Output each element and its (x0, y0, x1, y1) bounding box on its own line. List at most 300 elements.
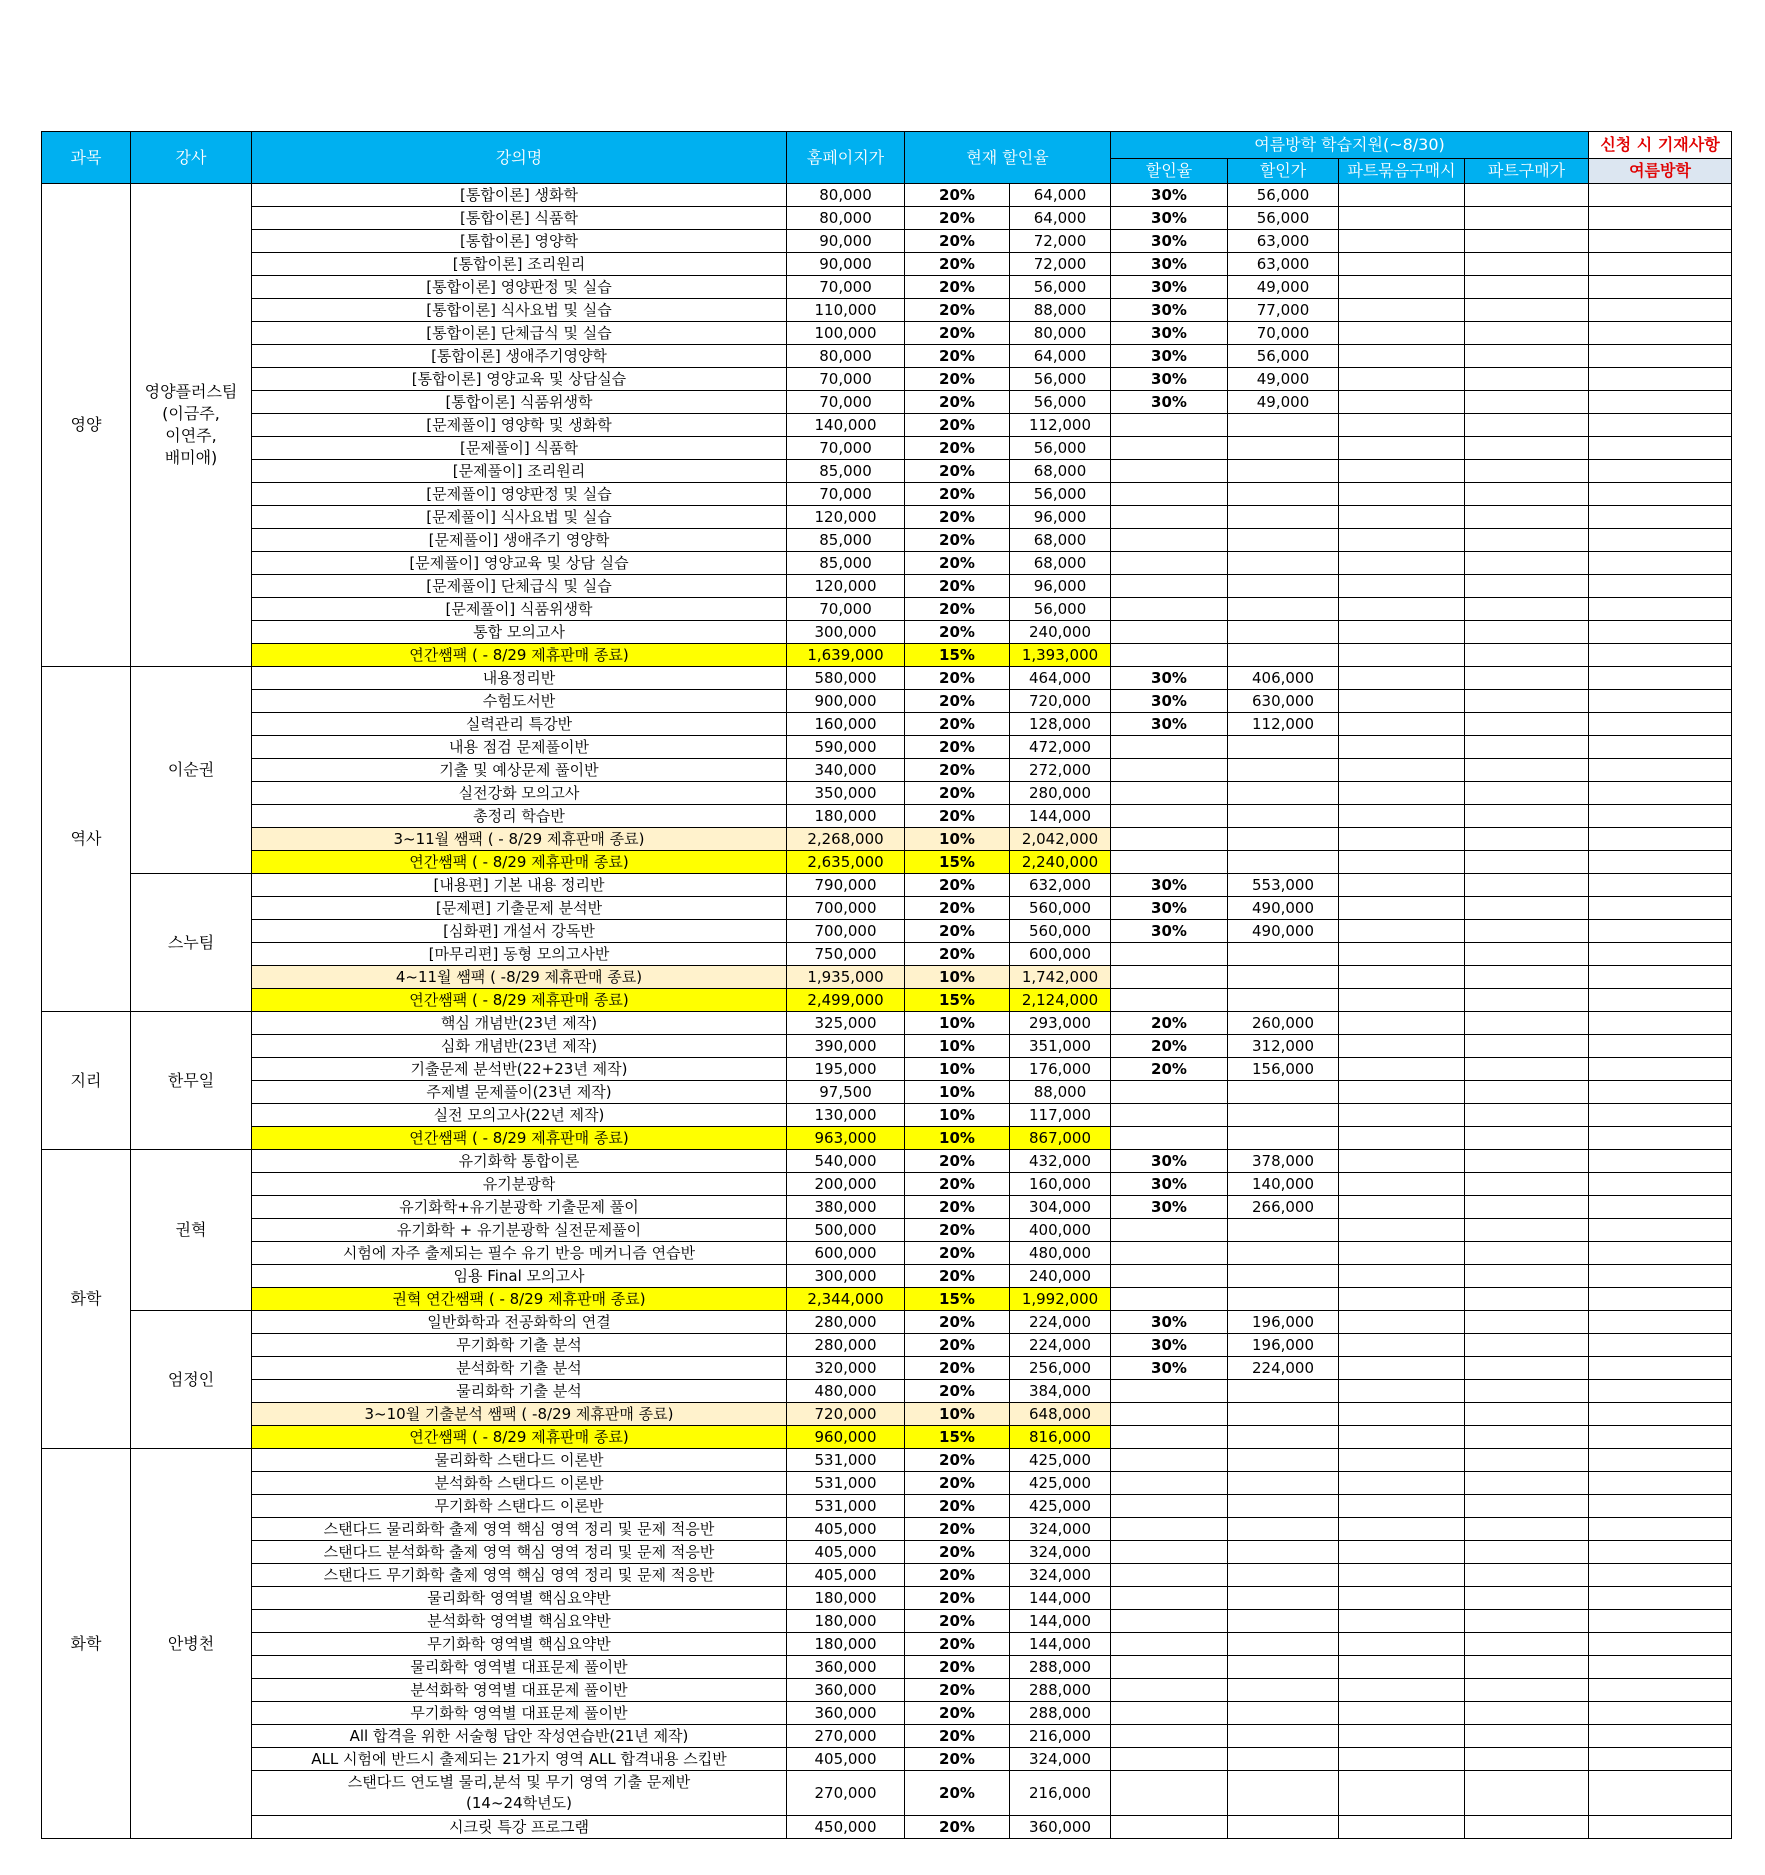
instructor-cell: 영양플러스팀 (이금주, 이연주, 배미애) (131, 184, 252, 667)
part-bundle-cell (1339, 1265, 1465, 1288)
part-bundle-cell (1339, 1633, 1465, 1656)
part-price-cell (1465, 529, 1589, 552)
part-price-cell (1465, 460, 1589, 483)
part-price-cell (1465, 920, 1589, 943)
summer-rate (1111, 552, 1228, 575)
current-rate: 20% (905, 552, 1010, 575)
summer-rate (1111, 1656, 1228, 1679)
request-note-cell (1589, 1541, 1732, 1564)
current-price: 324,000 (1010, 1541, 1111, 1564)
lecture-name: [문제풀이] 식품위생학 (252, 598, 787, 621)
current-price: 1,992,000 (1010, 1288, 1111, 1311)
homepage-price: 531,000 (787, 1449, 905, 1472)
summer-price: 49,000 (1228, 276, 1339, 299)
current-rate: 20% (905, 437, 1010, 460)
lecture-name: [통합이론] 조리원리 (252, 253, 787, 276)
summer-price (1228, 1242, 1339, 1265)
summer-rate: 30% (1111, 184, 1228, 207)
current-price: 56,000 (1010, 437, 1111, 460)
homepage-price: 97,500 (787, 1081, 905, 1104)
homepage-price: 70,000 (787, 391, 905, 414)
homepage-price: 180,000 (787, 1610, 905, 1633)
current-rate: 15% (905, 1426, 1010, 1449)
request-note-cell (1589, 1748, 1732, 1771)
summer-price: 49,000 (1228, 391, 1339, 414)
current-price: 144,000 (1010, 1633, 1111, 1656)
summer-rate (1111, 529, 1228, 552)
current-price: 56,000 (1010, 483, 1111, 506)
lecture-name: 총정리 학습반 (252, 805, 787, 828)
summer-price (1228, 1495, 1339, 1518)
current-price: 293,000 (1010, 1012, 1111, 1035)
summer-price (1228, 805, 1339, 828)
part-bundle-cell (1339, 1081, 1465, 1104)
part-price-cell (1465, 299, 1589, 322)
homepage-price: 960,000 (787, 1426, 905, 1449)
table-row (42, 1380, 1732, 1403)
summer-price: 490,000 (1228, 920, 1339, 943)
summer-rate: 30% (1111, 713, 1228, 736)
part-bundle-cell (1339, 1771, 1465, 1816)
summer-price (1228, 1426, 1339, 1449)
request-note-cell (1589, 1242, 1732, 1265)
table-row (42, 437, 1732, 460)
lecture-name: 연간쌤팩 ( - 8/29 제휴판매 종료) (252, 1426, 787, 1449)
summer-price: 49,000 (1228, 368, 1339, 391)
summer-price (1228, 1265, 1339, 1288)
current-rate: 20% (905, 1816, 1010, 1839)
lecture-name: [심화편] 개설서 강독반 (252, 920, 787, 943)
part-bundle-cell (1339, 621, 1465, 644)
current-rate: 20% (905, 1334, 1010, 1357)
part-price-cell (1465, 1380, 1589, 1403)
homepage-price: 280,000 (787, 1311, 905, 1334)
homepage-price: 380,000 (787, 1196, 905, 1219)
part-bundle-cell (1339, 1748, 1465, 1771)
summer-rate: 20% (1111, 1035, 1228, 1058)
summer-rate (1111, 1564, 1228, 1587)
homepage-price: 120,000 (787, 506, 905, 529)
part-bundle-cell (1339, 805, 1465, 828)
current-price: 632,000 (1010, 874, 1111, 897)
part-price-cell (1465, 598, 1589, 621)
part-bundle-cell (1339, 1472, 1465, 1495)
summer-rate (1111, 1518, 1228, 1541)
current-rate: 20% (905, 920, 1010, 943)
part-price-cell (1465, 667, 1589, 690)
summer-rate: 30% (1111, 276, 1228, 299)
header-current-discount: 현재 할인율 (905, 132, 1111, 184)
part-bundle-cell (1339, 667, 1465, 690)
homepage-price: 200,000 (787, 1173, 905, 1196)
homepage-price: 270,000 (787, 1725, 905, 1748)
lecture-name: 유기화학 + 유기분광학 실전문제풀이 (252, 1219, 787, 1242)
part-bundle-cell (1339, 552, 1465, 575)
request-note-cell (1589, 322, 1732, 345)
homepage-price: 70,000 (787, 483, 905, 506)
current-rate: 20% (905, 1196, 1010, 1219)
homepage-price: 531,000 (787, 1495, 905, 1518)
summer-price (1228, 506, 1339, 529)
homepage-price: 80,000 (787, 345, 905, 368)
part-price-cell (1465, 989, 1589, 1012)
current-rate: 20% (905, 506, 1010, 529)
request-note-cell (1589, 1012, 1732, 1035)
table-row (42, 1656, 1732, 1679)
part-bundle-cell (1339, 1058, 1465, 1081)
part-price-cell (1465, 1081, 1589, 1104)
summer-rate (1111, 1816, 1228, 1839)
summer-rate (1111, 1265, 1228, 1288)
table-row (42, 782, 1732, 805)
current-rate: 20% (905, 1472, 1010, 1495)
table-row (42, 1771, 1732, 1816)
header-discount-rate: 할인율 (1111, 159, 1228, 184)
request-note-cell (1589, 943, 1732, 966)
current-rate: 20% (905, 230, 1010, 253)
header-part-price: 파트구매가 (1465, 159, 1589, 184)
homepage-price: 180,000 (787, 1633, 905, 1656)
homepage-price: 700,000 (787, 897, 905, 920)
current-price: 1,742,000 (1010, 966, 1111, 989)
summer-rate: 30% (1111, 368, 1228, 391)
part-price-cell (1465, 1679, 1589, 1702)
part-bundle-cell (1339, 1196, 1465, 1219)
table-row (42, 1816, 1732, 1839)
table-row (42, 897, 1732, 920)
table-row (42, 736, 1732, 759)
homepage-price: 280,000 (787, 1334, 905, 1357)
summer-rate (1111, 1104, 1228, 1127)
summer-price: 156,000 (1228, 1058, 1339, 1081)
part-bundle-cell (1339, 1104, 1465, 1127)
summer-rate: 30% (1111, 667, 1228, 690)
part-price-cell (1465, 552, 1589, 575)
header-row-1 (42, 132, 1732, 159)
part-bundle-cell (1339, 644, 1465, 667)
current-rate: 20% (905, 1541, 1010, 1564)
table-row (42, 874, 1732, 897)
current-price: 216,000 (1010, 1771, 1111, 1816)
homepage-price: 80,000 (787, 207, 905, 230)
summer-price (1228, 1725, 1339, 1748)
header-summer-vacation: 여름방학 (1589, 159, 1732, 184)
table-row (42, 1058, 1732, 1081)
summer-price (1228, 529, 1339, 552)
table-row (42, 644, 1732, 667)
request-note-cell (1589, 736, 1732, 759)
current-rate: 20% (905, 1311, 1010, 1334)
request-note-cell (1589, 782, 1732, 805)
table-row (42, 368, 1732, 391)
part-bundle-cell (1339, 1426, 1465, 1449)
homepage-price: 320,000 (787, 1357, 905, 1380)
homepage-price: 531,000 (787, 1472, 905, 1495)
part-bundle-cell (1339, 736, 1465, 759)
part-price-cell (1465, 644, 1589, 667)
table-row (42, 1748, 1732, 1771)
part-price-cell (1465, 1564, 1589, 1587)
part-bundle-cell (1339, 1288, 1465, 1311)
instructor-cell: 한무일 (131, 1012, 252, 1150)
current-rate: 20% (905, 1357, 1010, 1380)
request-note-cell (1589, 1334, 1732, 1357)
part-price-cell (1465, 828, 1589, 851)
part-bundle-cell (1339, 1702, 1465, 1725)
current-price: 560,000 (1010, 920, 1111, 943)
subject-cell: 영양 (42, 184, 131, 667)
homepage-price: 360,000 (787, 1656, 905, 1679)
current-price: 464,000 (1010, 667, 1111, 690)
summer-price (1228, 966, 1339, 989)
summer-rate (1111, 1679, 1228, 1702)
lecture-name: 시험에 자주 출제되는 필수 유기 반응 메커니즘 연습반 (252, 1242, 787, 1265)
homepage-price: 790,000 (787, 874, 905, 897)
current-rate: 10% (905, 1012, 1010, 1035)
summer-rate (1111, 598, 1228, 621)
summer-price (1228, 943, 1339, 966)
summer-rate (1111, 1403, 1228, 1426)
homepage-price: 85,000 (787, 460, 905, 483)
homepage-price: 85,000 (787, 552, 905, 575)
instructor-cell: 스누팀 (131, 874, 252, 1012)
part-price-cell (1465, 943, 1589, 966)
summer-rate (1111, 1748, 1228, 1771)
current-rate: 20% (905, 874, 1010, 897)
homepage-price: 720,000 (787, 1403, 905, 1426)
summer-rate (1111, 483, 1228, 506)
table-row (42, 529, 1732, 552)
request-note-cell (1589, 414, 1732, 437)
lecture-name: 분석화학 영역별 핵심요약반 (252, 1610, 787, 1633)
table-row (42, 1081, 1732, 1104)
part-price-cell (1465, 414, 1589, 437)
summer-price (1228, 1702, 1339, 1725)
request-note-cell (1589, 253, 1732, 276)
homepage-price: 80,000 (787, 184, 905, 207)
table-row (42, 391, 1732, 414)
request-note-cell (1589, 1288, 1732, 1311)
current-price: 88,000 (1010, 1081, 1111, 1104)
request-note-cell (1589, 1771, 1732, 1816)
homepage-price: 100,000 (787, 322, 905, 345)
summer-rate: 30% (1111, 1150, 1228, 1173)
table-row (42, 1265, 1732, 1288)
summer-rate: 30% (1111, 1357, 1228, 1380)
lecture-name: 연간쌤팩 ( - 8/29 제휴판매 종료) (252, 644, 787, 667)
summer-price (1228, 621, 1339, 644)
subject-cell: 화학 (42, 1150, 131, 1449)
lecture-name: 실전 모의고사(22년 제작) (252, 1104, 787, 1127)
request-note-cell (1589, 989, 1732, 1012)
part-price-cell (1465, 345, 1589, 368)
lecture-name: 연간쌤팩 ( - 8/29 제휴판매 종료) (252, 851, 787, 874)
summer-rate (1111, 1725, 1228, 1748)
request-note-cell (1589, 299, 1732, 322)
part-price-cell (1465, 690, 1589, 713)
part-price-cell (1465, 575, 1589, 598)
part-bundle-cell (1339, 1035, 1465, 1058)
current-rate: 15% (905, 1288, 1010, 1311)
part-price-cell (1465, 1748, 1589, 1771)
lecture-name: [문제풀이] 영양학 및 생화학 (252, 414, 787, 437)
homepage-price: 1,639,000 (787, 644, 905, 667)
request-note-cell (1589, 1816, 1732, 1839)
summer-price: 553,000 (1228, 874, 1339, 897)
lecture-name: [통합이론] 영양학 (252, 230, 787, 253)
summer-price: 56,000 (1228, 345, 1339, 368)
part-price-cell (1465, 874, 1589, 897)
request-note-cell (1589, 1311, 1732, 1334)
homepage-price: 110,000 (787, 299, 905, 322)
current-rate: 20% (905, 253, 1010, 276)
header-request-note: 신청 시 기재사항 (1589, 132, 1732, 159)
current-rate: 10% (905, 966, 1010, 989)
table-row (42, 345, 1732, 368)
summer-rate: 30% (1111, 230, 1228, 253)
current-price: 144,000 (1010, 1610, 1111, 1633)
header-summer-support: 여름방학 학습지원(~8/30) (1111, 132, 1589, 159)
part-price-cell (1465, 1334, 1589, 1357)
current-rate: 20% (905, 805, 1010, 828)
summer-rate (1111, 1288, 1228, 1311)
lecture-name: [문제풀이] 단체급식 및 실습 (252, 575, 787, 598)
table-row (42, 598, 1732, 621)
part-price-cell (1465, 1173, 1589, 1196)
lecture-name: 내용 점검 문제풀이반 (252, 736, 787, 759)
part-price-cell (1465, 1816, 1589, 1839)
part-price-cell (1465, 1196, 1589, 1219)
request-note-cell (1589, 276, 1732, 299)
homepage-price: 600,000 (787, 1242, 905, 1265)
table-row (42, 1242, 1732, 1265)
current-rate: 15% (905, 851, 1010, 874)
part-bundle-cell (1339, 276, 1465, 299)
part-price-cell (1465, 1265, 1589, 1288)
current-rate: 10% (905, 1104, 1010, 1127)
current-rate: 20% (905, 1265, 1010, 1288)
part-price-cell (1465, 1587, 1589, 1610)
part-price-cell (1465, 230, 1589, 253)
current-rate: 10% (905, 828, 1010, 851)
table-row (42, 851, 1732, 874)
request-note-cell (1589, 506, 1732, 529)
homepage-price: 270,000 (787, 1771, 905, 1816)
summer-price (1228, 782, 1339, 805)
part-price-cell (1465, 1311, 1589, 1334)
current-rate: 10% (905, 1081, 1010, 1104)
summer-price: 260,000 (1228, 1012, 1339, 1035)
lecture-name: 분석화학 기출 분석 (252, 1357, 787, 1380)
lecture-name: ALL 시험에 반드시 출제되는 21가지 영역 ALL 합격내용 스킵반 (252, 1748, 787, 1771)
part-price-cell (1465, 322, 1589, 345)
lecture-name: 무기화학 영역별 핵심요약반 (252, 1633, 787, 1656)
part-bundle-cell (1339, 391, 1465, 414)
lecture-name: [통합이론] 생화학 (252, 184, 787, 207)
current-rate: 20% (905, 1518, 1010, 1541)
request-note-cell (1589, 920, 1732, 943)
summer-price (1228, 828, 1339, 851)
current-price: 240,000 (1010, 1265, 1111, 1288)
header-subject: 과목 (42, 132, 131, 184)
summer-price (1228, 552, 1339, 575)
request-note-cell (1589, 1058, 1732, 1081)
table-row (42, 1403, 1732, 1426)
request-note-cell (1589, 1426, 1732, 1449)
summer-rate (1111, 1495, 1228, 1518)
current-rate: 20% (905, 897, 1010, 920)
summer-rate: 30% (1111, 1334, 1228, 1357)
current-price: 240,000 (1010, 621, 1111, 644)
summer-price (1228, 1104, 1339, 1127)
current-price: 324,000 (1010, 1748, 1111, 1771)
homepage-price: 140,000 (787, 414, 905, 437)
part-bundle-cell (1339, 943, 1465, 966)
request-note-cell (1589, 1679, 1732, 1702)
current-price: 288,000 (1010, 1702, 1111, 1725)
part-price-cell (1465, 184, 1589, 207)
lecture-name: 스탠다드 무기화학 출제 영역 핵심 영역 정리 및 문제 적응반 (252, 1564, 787, 1587)
homepage-price: 390,000 (787, 1035, 905, 1058)
summer-rate: 30% (1111, 920, 1228, 943)
current-price: 600,000 (1010, 943, 1111, 966)
table-row (42, 1587, 1732, 1610)
current-price: 112,000 (1010, 414, 1111, 437)
part-bundle-cell (1339, 782, 1465, 805)
current-rate: 20% (905, 1610, 1010, 1633)
summer-rate (1111, 1426, 1228, 1449)
homepage-price: 700,000 (787, 920, 905, 943)
summer-price: 70,000 (1228, 322, 1339, 345)
current-rate: 20% (905, 299, 1010, 322)
current-price: 64,000 (1010, 184, 1111, 207)
summer-price (1228, 1816, 1339, 1839)
part-bundle-cell (1339, 1587, 1465, 1610)
request-note-cell (1589, 1127, 1732, 1150)
current-price: 1,393,000 (1010, 644, 1111, 667)
current-price: 68,000 (1010, 529, 1111, 552)
table-row (42, 253, 1732, 276)
homepage-price: 360,000 (787, 1702, 905, 1725)
current-rate: 20% (905, 1564, 1010, 1587)
lecture-name: [통합이론] 생애주기영양학 (252, 345, 787, 368)
summer-rate (1111, 989, 1228, 1012)
summer-rate: 30% (1111, 1173, 1228, 1196)
current-price: 56,000 (1010, 276, 1111, 299)
lecture-name: [통합이론] 영양판정 및 실습 (252, 276, 787, 299)
instructor-cell: 안병천 (131, 1449, 252, 1839)
request-note-cell (1589, 1564, 1732, 1587)
part-bundle-cell (1339, 345, 1465, 368)
summer-price: 63,000 (1228, 253, 1339, 276)
lecture-name: 수험도서반 (252, 690, 787, 713)
current-price: 472,000 (1010, 736, 1111, 759)
part-bundle-cell (1339, 1219, 1465, 1242)
table-row (42, 1472, 1732, 1495)
current-rate: 20% (905, 575, 1010, 598)
request-note-cell (1589, 1587, 1732, 1610)
lecture-name: [문제풀이] 식품학 (252, 437, 787, 460)
summer-rate (1111, 437, 1228, 460)
summer-rate: 30% (1111, 299, 1228, 322)
part-bundle-cell (1339, 322, 1465, 345)
current-rate: 20% (905, 345, 1010, 368)
part-bundle-cell (1339, 713, 1465, 736)
table-row (42, 1219, 1732, 1242)
current-rate: 10% (905, 1035, 1010, 1058)
part-bundle-cell (1339, 828, 1465, 851)
summer-price (1228, 1449, 1339, 1472)
